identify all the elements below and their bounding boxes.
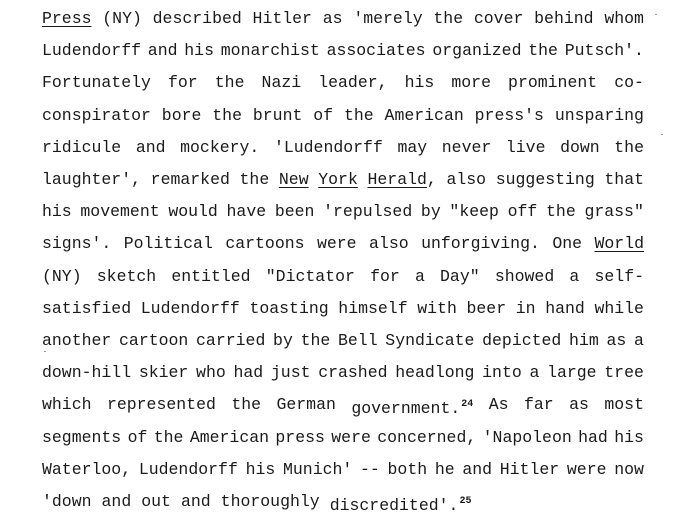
word: of — [313, 105, 334, 125]
word: and — [101, 492, 132, 511]
word: down-hill — [42, 363, 132, 383]
word: American — [384, 105, 464, 125]
word: -- — [360, 459, 380, 479]
scan-speck — [655, 14, 657, 15]
word: off — [507, 202, 538, 222]
word: just — [270, 363, 311, 383]
text-line — [42, 106, 644, 126]
text-line — [42, 395, 644, 419]
word: also — [369, 234, 409, 254]
word: by — [273, 331, 293, 350]
word: would — [168, 202, 218, 222]
word: brunt — [252, 105, 303, 125]
word: also — [446, 170, 487, 189]
text-line — [42, 73, 644, 93]
word: by — [420, 202, 441, 222]
word: a — [633, 331, 644, 350]
word: concerned, — [377, 427, 477, 447]
word: unsparing — [554, 105, 644, 125]
word: and — [135, 137, 166, 157]
word: Hitler — [252, 9, 312, 28]
word: have — [226, 202, 267, 222]
word: Putsch'. — [564, 41, 644, 61]
text-line — [42, 41, 644, 61]
word: of — [127, 427, 148, 447]
word: now — [614, 459, 644, 479]
word: the — [212, 105, 242, 125]
word: German — [276, 395, 336, 415]
word: as — [322, 9, 343, 28]
word: 'Napoleon — [482, 427, 572, 447]
word: "keep — [449, 202, 499, 222]
word: 'repulsed — [323, 202, 413, 222]
word: out — [141, 492, 171, 511]
word: headlong — [395, 363, 475, 383]
word: beer — [466, 298, 507, 318]
word: crashed — [318, 363, 388, 383]
word: and — [180, 492, 211, 511]
word: remarked — [150, 170, 230, 189]
word: Nazi — [261, 73, 302, 93]
word: hand — [545, 298, 585, 318]
word: Ludendorff — [42, 41, 142, 61]
text-line — [42, 138, 644, 158]
word: cartoon — [119, 331, 189, 350]
word: tree — [604, 363, 644, 383]
word: with — [417, 298, 457, 318]
word: his — [245, 459, 276, 479]
scan-speck — [661, 134, 663, 135]
word: (NY) — [102, 9, 142, 28]
word: carried — [196, 331, 266, 350]
word: in — [515, 298, 536, 318]
word: bore — [161, 105, 202, 125]
word: him — [569, 331, 599, 350]
word: New — [278, 170, 309, 189]
footnote-marker: 25 — [459, 496, 472, 507]
footnote-marker: 24 — [461, 399, 474, 411]
word: mockery. — [180, 137, 260, 157]
word: and — [147, 41, 178, 61]
word: as — [606, 331, 627, 350]
word: "Dictator — [265, 266, 355, 286]
word: government.$^{24}$ — [351, 399, 474, 419]
word: the — [239, 170, 270, 189]
word: into — [482, 363, 522, 383]
word: a — [414, 266, 425, 286]
word: which — [42, 395, 92, 415]
word: Hitler — [499, 459, 560, 479]
word: press's — [474, 105, 544, 125]
word: the — [433, 9, 464, 28]
word: movement — [80, 202, 160, 222]
word: while — [594, 298, 644, 318]
text-line — [42, 267, 644, 287]
word: segments — [42, 427, 122, 447]
word: showed — [494, 266, 555, 286]
word: Waterloo, — [42, 459, 132, 479]
word: described — [152, 9, 242, 28]
text-line — [42, 331, 644, 351]
word: laughter', — [42, 170, 142, 189]
word: and — [462, 459, 493, 479]
word: Syndicate — [385, 331, 475, 350]
word: Munich' — [282, 459, 353, 479]
word: Bell — [337, 331, 378, 350]
text-line — [42, 492, 644, 515]
word: 'merely — [353, 9, 423, 28]
word: himself — [338, 298, 408, 318]
word: were — [331, 427, 371, 447]
word: suggesting — [495, 170, 595, 189]
word: grass" — [584, 202, 644, 222]
word: been — [274, 202, 315, 222]
word: self- — [594, 266, 644, 286]
word: live — [505, 137, 546, 157]
word: had — [233, 363, 264, 383]
word: the — [231, 395, 262, 415]
word: Press — [42, 9, 92, 28]
word: large — [547, 363, 597, 383]
text-line — [42, 363, 644, 383]
word: for — [370, 266, 400, 286]
word: his — [404, 73, 435, 93]
word: toasting — [249, 298, 329, 318]
word: skier — [138, 363, 189, 383]
word: behind — [534, 9, 594, 28]
text-line — [42, 299, 644, 319]
word: most — [604, 395, 644, 415]
text-line — [42, 428, 644, 448]
word: Day" — [440, 266, 480, 286]
word: Ludendorff — [140, 298, 240, 318]
word: co- — [614, 73, 644, 93]
word: prominent — [508, 73, 598, 93]
word: the — [343, 105, 374, 125]
word: a — [529, 363, 540, 383]
text-line — [42, 9, 644, 29]
word: ridicule — [42, 137, 122, 157]
word: were — [566, 459, 607, 479]
word: depicted — [482, 331, 562, 350]
word: cover — [473, 9, 524, 28]
word: his — [614, 427, 644, 447]
word: leader, — [318, 73, 388, 93]
word: Herald, — [367, 170, 437, 189]
word: the — [546, 202, 576, 222]
word: York — [318, 170, 358, 189]
word: both — [387, 459, 428, 479]
word: were — [316, 234, 357, 254]
word: cartoons — [225, 234, 305, 254]
word: as — [569, 395, 589, 415]
word: for — [167, 73, 198, 93]
word: signs'. — [42, 234, 112, 254]
word: he — [434, 459, 455, 479]
word: who — [196, 363, 226, 383]
word: more — [451, 73, 491, 93]
word: Ludendorff — [138, 459, 238, 479]
word: 'Ludendorff — [273, 137, 383, 157]
word: 'down — [42, 492, 92, 511]
word: had — [578, 427, 608, 447]
word: satisfied — [42, 298, 132, 318]
word: down — [560, 137, 600, 157]
word: monarchist — [220, 41, 320, 61]
word: a — [569, 266, 580, 286]
word: the — [153, 427, 184, 447]
word: discredited'.$^{25}$ — [329, 496, 472, 515]
text-line — [42, 234, 644, 254]
word: another — [42, 331, 112, 350]
word: associates — [326, 41, 426, 61]
word: sketch — [96, 266, 157, 286]
word: his — [42, 202, 72, 222]
word: far — [523, 395, 554, 415]
text-line — [42, 202, 644, 222]
word: organized — [432, 41, 522, 61]
word: conspirator — [42, 105, 151, 125]
word: the — [528, 41, 558, 61]
word: may — [397, 137, 428, 157]
text-line — [42, 170, 644, 190]
word: the — [214, 73, 245, 93]
word: the — [300, 331, 331, 350]
word: As — [488, 395, 509, 415]
word: press — [275, 427, 325, 447]
word: the — [614, 137, 644, 157]
word: unforgiving. — [421, 234, 540, 254]
word: One — [552, 234, 583, 254]
word: World — [594, 234, 644, 254]
text-line — [42, 460, 644, 480]
word: entitled — [171, 266, 251, 286]
word: represented — [106, 395, 216, 415]
word: his — [184, 41, 214, 61]
word: Fortunately — [42, 73, 151, 93]
word: that — [604, 170, 644, 189]
word: Political — [123, 234, 213, 254]
word: whom — [604, 9, 644, 28]
word: never — [441, 137, 492, 157]
word: (NY) — [42, 266, 82, 286]
scan-speck — [44, 351, 46, 352]
word: thoroughly — [220, 492, 320, 511]
word: American — [189, 427, 270, 447]
